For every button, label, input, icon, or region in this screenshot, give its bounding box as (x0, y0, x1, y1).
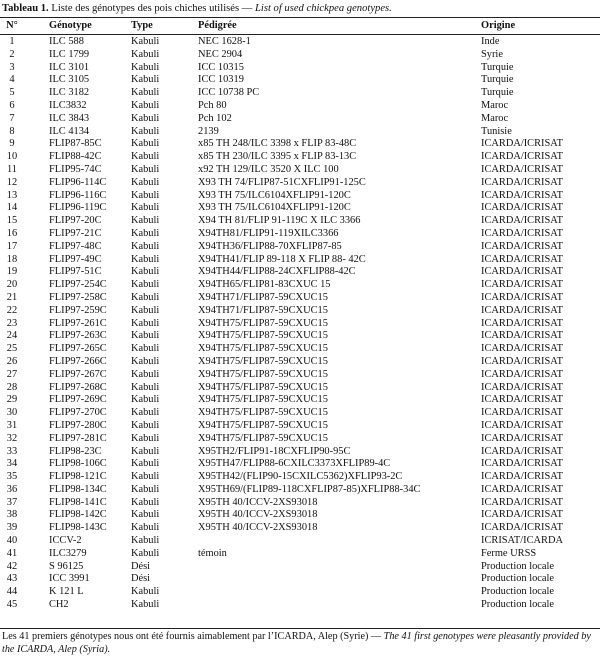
cell-pedigree (198, 599, 481, 612)
cell-genotype: FLIP97-280C (49, 419, 107, 431)
table-row (0, 433, 600, 446)
cell-genotype: FLIP97-258C (49, 291, 107, 303)
cell-type: Kabuli (131, 394, 160, 406)
caption-text-en: List of used chickpea genotypes. (254, 3, 392, 14)
cell-type: Kabuli (131, 317, 160, 329)
cell-genotype: ILC3832 (49, 99, 87, 111)
cell-pedigree: X93 TH 75/ILC6104XFLIP91-120C (198, 189, 351, 201)
cell-pedigree: X94TH36/FLIP88-70XFLIP87-85 (198, 240, 342, 252)
table-row (0, 292, 600, 305)
cell-number: 28 (6, 381, 18, 393)
cell-number: 19 (6, 266, 18, 278)
cell-type: Dési (131, 573, 151, 585)
cell-number: 37 (6, 496, 18, 508)
cell-type: Kabuli (131, 458, 160, 470)
table-row (0, 126, 600, 139)
cell-origin: ICARDA/ICRISAT (481, 394, 563, 406)
cell-number: 20 (6, 279, 18, 291)
cell-number: 14 (6, 202, 18, 214)
table-row (0, 356, 600, 369)
cell-origin: ICARDA/ICRISAT (481, 304, 563, 316)
cell-pedigree: NEC 2904 (198, 48, 243, 60)
cell-pedigree: X95TH47/FLIP88-6CXILC3373XFLIP89-4C (198, 458, 391, 470)
cell-genotype: FLIP96-119C (49, 202, 107, 214)
cell-pedigree: X94TH75/FLIP87-59CXUC15 (198, 394, 328, 406)
cell-pedigree: X95TH 40/ICCV-2XS93018 (198, 496, 318, 508)
cell-pedigree (198, 535, 481, 548)
table-row (0, 228, 600, 241)
cell-genotype: FLIP97-269C (49, 394, 107, 406)
table-row (0, 509, 600, 522)
top-rule (0, 17, 600, 18)
cell-genotype: ICCV-2 (49, 535, 82, 547)
cell-type: Kabuli (131, 112, 160, 124)
cell-origin: Turquie (481, 61, 514, 73)
cell-origin: ICARDA/ICRISAT (481, 176, 563, 188)
cell-number: 43 (6, 573, 18, 585)
cell-origin: ICARDA/ICRISAT (481, 458, 563, 470)
table-row (0, 369, 600, 382)
cell-origin: Turquie (481, 87, 514, 99)
cell-type: Kabuli (131, 87, 160, 99)
cell-type: Kabuli (131, 419, 160, 431)
cell-pedigree (198, 561, 481, 574)
table-row (0, 471, 600, 484)
cell-genotype: ICC 3991 (49, 573, 90, 585)
cell-genotype: FLIP98-142C (49, 509, 107, 521)
table-row (0, 394, 600, 407)
cell-type: Kabuli (131, 483, 160, 495)
cell-type: Kabuli (131, 125, 160, 137)
cell-origin: ICARDA/ICRISAT (481, 266, 563, 278)
cell-origin: ICARDA/ICRISAT (481, 471, 563, 483)
cell-type: Kabuli (131, 432, 160, 444)
cell-type: Kabuli (131, 381, 160, 393)
table-row (0, 382, 600, 395)
cell-number: 34 (6, 458, 18, 470)
cell-genotype: ILC 3101 (49, 61, 90, 73)
table-row (0, 586, 600, 599)
cell-type: Kabuli (131, 471, 160, 483)
cell-type: Kabuli (131, 586, 160, 598)
cell-origin: ICARDA/ICRISAT (481, 151, 563, 163)
cell-number: 30 (6, 407, 18, 419)
cell-genotype: FLIP96-114C (49, 176, 107, 188)
cell-pedigree (198, 586, 481, 599)
header-type: Type (131, 20, 153, 31)
cell-type: Kabuli (131, 215, 160, 227)
cell-type: Kabuli (131, 535, 160, 547)
cell-genotype: FLIP97-281C (49, 432, 107, 444)
cell-genotype: FLIP96-116C (49, 189, 107, 201)
cell-type: Kabuli (131, 151, 160, 163)
cell-origin: ICARDA/ICRISAT (481, 240, 563, 252)
cell-number: 8 (9, 125, 15, 137)
cell-origin: ICARDA/ICRISAT (481, 368, 563, 380)
table-row (0, 74, 600, 87)
table-row (0, 87, 600, 100)
cell-number: 13 (6, 189, 18, 201)
table-row (0, 138, 600, 151)
cell-type: Kabuli (131, 99, 160, 111)
table-row (0, 458, 600, 471)
cell-origin: ICARDA/ICRISAT (481, 227, 563, 239)
cell-genotype: FLIP97-263C (49, 330, 107, 342)
table-row (0, 548, 600, 561)
cell-origin: Production locale (481, 599, 555, 611)
cell-pedigree: 2139 (198, 125, 219, 137)
cell-origin: Production locale (481, 573, 555, 585)
cell-type: Kabuli (131, 368, 160, 380)
cell-genotype: FLIP97-261C (49, 317, 107, 329)
cell-genotype: FLIP98-121C (49, 471, 107, 483)
cell-pedigree: x85 TH 230/ILC 3395 x FLIP 83-13C (198, 151, 357, 163)
cell-type: Kabuli (131, 304, 160, 316)
cell-origin: ICARDA/ICRISAT (481, 483, 563, 495)
header-pedigree: Pédigrée (198, 20, 237, 31)
cell-number: 21 (6, 291, 18, 303)
cell-origin: ICARDA/ICRISAT (481, 343, 563, 355)
cell-type: Kabuli (131, 547, 160, 559)
cell-number: 38 (6, 509, 18, 521)
cell-number: 6 (9, 99, 15, 111)
cell-pedigree: NEC 1628-1 (198, 36, 251, 47)
table-row (0, 151, 600, 164)
cell-origin: ICARDA/ICRISAT (481, 419, 563, 431)
table-row (0, 599, 600, 612)
cell-pedigree: ICC 10738 PC (198, 87, 260, 99)
cell-genotype: FLIP95-74C (49, 163, 102, 175)
cell-pedigree: Pch 80 (198, 99, 227, 111)
table-header-row (0, 19, 600, 33)
cell-origin: ICARDA/ICRISAT (481, 279, 563, 291)
cell-origin: ICARDA/ICRISAT (481, 317, 563, 329)
table-row (0, 573, 600, 586)
cell-origin: ICARDA/ICRISAT (481, 330, 563, 342)
table-row (0, 522, 600, 535)
cell-pedigree: x92 TH 129/ILC 3520 X ILC 100 (198, 163, 339, 175)
cell-number: 16 (6, 227, 18, 239)
cell-pedigree: X94TH71/FLIP87-59CXUC15 (198, 304, 328, 316)
cell-pedigree: ICC 10315 (198, 61, 244, 73)
cell-pedigree: X94TH41/FLIP 89-118 X FLIP 88- 42C (198, 253, 366, 265)
cell-type: Kabuli (131, 202, 160, 214)
cell-number: 45 (6, 599, 18, 611)
cell-number: 2 (9, 48, 15, 60)
cell-origin: Inde (481, 36, 500, 47)
cell-type: Kabuli (131, 266, 160, 278)
cell-origin: ICARDA/ICRISAT (481, 432, 563, 444)
cell-origin: ICARDA/ICRISAT (481, 522, 563, 534)
cell-origin: Maroc (481, 112, 509, 124)
cell-number: 44 (6, 586, 18, 598)
table-row (0, 535, 600, 548)
table-row (0, 190, 600, 203)
cell-type: Kabuli (131, 176, 160, 188)
cell-type: Kabuli (131, 279, 160, 291)
cell-pedigree: x85 TH 248/ILC 3398 x FLIP 83-48C (198, 138, 357, 150)
cell-genotype: FLIP97-270C (49, 407, 107, 419)
cell-genotype: CH2 (49, 599, 69, 611)
table-row (0, 330, 600, 343)
cell-genotype: FLIP97-254C (49, 279, 107, 291)
cell-type: Kabuli (131, 61, 160, 73)
table-row (0, 318, 600, 331)
table-row (0, 446, 600, 459)
cell-genotype: ILC 3105 (49, 74, 90, 86)
cell-number: 10 (6, 151, 18, 163)
cell-type: Kabuli (131, 163, 160, 175)
cell-number: 9 (9, 138, 15, 150)
cell-origin: Production locale (481, 586, 555, 598)
cell-pedigree: X95TH 40/ICCV-2XS93018 (198, 509, 318, 521)
cell-origin: ICARDA/ICRISAT (481, 445, 563, 457)
cell-type: Kabuli (131, 496, 160, 508)
cell-number: 41 (6, 547, 18, 559)
cell-number: 24 (6, 330, 18, 342)
cell-genotype: ILC 3182 (49, 87, 90, 99)
table-row (0, 49, 600, 62)
cell-pedigree: X94TH75/FLIP87-59CXUC15 (198, 317, 328, 329)
cell-genotype: FLIP97-48C (49, 240, 102, 252)
cell-genotype: ILC3279 (49, 547, 87, 559)
cell-genotype: ILC 4134 (49, 125, 90, 137)
table-row (0, 202, 600, 215)
cell-type: Dési (131, 560, 151, 572)
cell-type: Kabuli (131, 407, 160, 419)
cell-number: 23 (6, 317, 18, 329)
cell-pedigree: X94TH65/FLIP81-83CXUC 15 (198, 279, 331, 291)
cell-genotype: FLIP97-51C (49, 266, 102, 278)
cell-genotype: ILC 588 (49, 36, 84, 47)
cell-origin: ICARDA/ICRISAT (481, 253, 563, 265)
cell-number: 15 (6, 215, 18, 227)
table-row (0, 254, 600, 267)
cell-genotype: S 96125 (49, 560, 84, 572)
table-row (0, 266, 600, 279)
cell-number: 26 (6, 355, 18, 367)
table-footnote (2, 631, 598, 657)
cell-type: Kabuli (131, 355, 160, 367)
cell-type: Kabuli (131, 74, 160, 86)
cell-origin: ICARDA/ICRISAT (481, 509, 563, 521)
cell-genotype: FLIP97-49C (49, 253, 102, 265)
cell-genotype: FLIP97-20C (49, 215, 102, 227)
cell-type: Kabuli (131, 291, 160, 303)
cell-type: Kabuli (131, 138, 160, 150)
cell-genotype: K 121 L (49, 586, 84, 598)
cell-number: 31 (6, 419, 18, 431)
cell-number: 40 (6, 535, 18, 547)
cell-genotype: FLIP98-141C (49, 496, 107, 508)
cell-type: Kabuli (131, 48, 160, 60)
cell-pedigree: X94TH75/FLIP87-59CXUC15 (198, 407, 328, 419)
cell-origin: Syrie (481, 48, 503, 60)
cell-genotype: ILC 1799 (49, 48, 90, 60)
cell-pedigree: X94TH44/FLIP88-24CXFLIP88-42C (198, 266, 356, 278)
cell-pedigree: X94TH75/FLIP87-59CXUC15 (198, 343, 328, 355)
cell-pedigree: ICC 10319 (198, 74, 244, 86)
cell-pedigree: X94 TH 81/FLIP 91-119C X ILC 3366 (198, 215, 361, 227)
cell-pedigree: X95TH 40/ICCV-2XS93018 (198, 522, 318, 534)
cell-number: 25 (6, 343, 18, 355)
cell-origin: ICARDA/ICRISAT (481, 496, 563, 508)
table-row (0, 100, 600, 113)
table-row (0, 407, 600, 420)
cell-number: 5 (9, 87, 15, 99)
cell-origin: ICARDA/ICRISAT (481, 189, 563, 201)
table-row (0, 62, 600, 75)
cell-origin: Maroc (481, 99, 509, 111)
cell-origin: ICARDA/ICRISAT (481, 407, 563, 419)
cell-pedigree: témoin (198, 547, 227, 559)
table-row (0, 497, 600, 510)
cell-origin: ICARDA/ICRISAT (481, 381, 563, 393)
cell-type: Kabuli (131, 343, 160, 355)
cell-pedigree: X95TH2/FLIP91-18CXFLIP90-95C (198, 445, 351, 457)
table-row (0, 241, 600, 254)
cell-genotype: FLIP97-21C (49, 227, 102, 239)
table-row (0, 305, 600, 318)
table-row (0, 343, 600, 356)
table-row (0, 561, 600, 574)
cell-origin: ICARDA/ICRISAT (481, 202, 563, 214)
cell-pedigree: X93 TH 75/ILC6104XFLIP91-120C (198, 202, 351, 214)
cell-type: Kabuli (131, 445, 160, 457)
cell-genotype: FLIP98-143C (49, 522, 107, 534)
cell-pedigree: Pch 102 (198, 112, 232, 124)
cell-origin: Ferme URSS (481, 547, 537, 559)
cell-origin: ICARDA/ICRISAT (481, 163, 563, 175)
footnote-text-fr: Les 41 premiers génotypes nous ont été fournis aimablement par l’ICARDA, Alep (Syrie) — (2, 631, 384, 642)
cell-number: 22 (6, 304, 18, 316)
cell-number: 42 (6, 560, 18, 572)
cell-type: Kabuli (131, 509, 160, 521)
header-number: N° (6, 20, 18, 31)
cell-number: 32 (6, 432, 18, 444)
cell-pedigree: X94TH75/FLIP87-59CXUC15 (198, 330, 328, 342)
table-row (0, 113, 600, 126)
cell-pedigree: X94TH75/FLIP87-59CXUC15 (198, 381, 328, 393)
cell-number: 18 (6, 253, 18, 265)
cell-origin: ICARDA/ICRISAT (481, 138, 563, 150)
cell-genotype: FLIP98-23C (49, 445, 102, 457)
cell-type: Kabuli (131, 330, 160, 342)
cell-origin: Turquie (481, 74, 514, 86)
cell-type: Kabuli (131, 240, 160, 252)
table-row (0, 420, 600, 433)
bottom-rule (0, 628, 600, 629)
cell-number: 11 (6, 163, 17, 175)
cell-origin: ICARDA/ICRISAT (481, 355, 563, 367)
table-body (0, 33, 600, 612)
table-caption (2, 2, 392, 15)
cell-genotype: FLIP97-266C (49, 355, 107, 367)
cell-pedigree: X94TH75/FLIP87-59CXUC15 (198, 355, 328, 367)
cell-pedigree: X94TH75/FLIP87-59CXUC15 (198, 368, 328, 380)
cell-genotype: ILC 3843 (49, 112, 90, 124)
cell-pedigree (198, 573, 481, 586)
cell-number: 33 (6, 445, 18, 457)
cell-number: 3 (9, 61, 15, 73)
cell-genotype: FLIP97-267C (49, 368, 107, 380)
cell-genotype: FLIP98-106C (49, 458, 107, 470)
cell-number: 1 (9, 36, 15, 47)
cell-genotype: FLIP97-265C (49, 343, 107, 355)
cell-genotype: FLIP98-134C (49, 483, 107, 495)
cell-number: 4 (9, 74, 15, 86)
cell-type: Kabuli (131, 189, 160, 201)
cell-genotype: FLIP88-42C (49, 151, 102, 163)
cell-genotype: FLIP97-268C (49, 381, 107, 393)
cell-type: Kabuli (131, 227, 160, 239)
cell-pedigree: X94TH81/FLIP91-119XILC3366 (198, 227, 339, 239)
cell-origin: ICARDA/ICRISAT (481, 215, 563, 227)
table-row (0, 177, 600, 190)
table-row (0, 215, 600, 228)
cell-genotype: FLIP97-259C (49, 304, 107, 316)
genotype-table (0, 19, 600, 612)
cell-type: Kabuli (131, 253, 160, 265)
cell-number: 36 (6, 483, 18, 495)
header-origin: Origine (481, 20, 516, 31)
cell-type: Kabuli (131, 599, 160, 611)
cell-pedigree: X94TH71/FLIP87-59CXUC15 (198, 291, 328, 303)
cell-pedigree: X93 TH 74/FLIP87-51CXFLIP91-125C (198, 176, 366, 188)
footnote-text-en: The 41 first genotypes were pleasantly provided by the ICARDA, Alep (Syria). (2, 631, 591, 655)
cell-origin: Tunisie (481, 125, 512, 137)
cell-number: 7 (9, 112, 15, 124)
cell-number: 29 (6, 394, 18, 406)
caption-text-fr: Liste des génotypes des pois chiches utilisés — (48, 3, 255, 14)
cell-number: 17 (6, 240, 18, 252)
table-row (0, 279, 600, 292)
cell-type: Kabuli (131, 522, 160, 534)
cell-number: 12 (6, 176, 18, 188)
cell-number: 27 (6, 368, 18, 380)
cell-origin: ICARDA/ICRISAT (481, 291, 563, 303)
caption-label: Tableau 1. (2, 3, 49, 14)
cell-pedigree: X94TH75/FLIP87-59CXUC15 (198, 419, 328, 431)
table-row (0, 33, 600, 49)
header-genotype: Génotype (49, 20, 92, 31)
table-row (0, 164, 600, 177)
cell-pedigree: X95TH69/(FLIP89-118CXFLIP87-85)XFLIP88-34C (198, 483, 421, 495)
cell-number: 39 (6, 522, 18, 534)
table-row (0, 484, 600, 497)
cell-number: 35 (6, 471, 18, 483)
cell-pedigree: X94TH75/FLIP87-59CXUC15 (198, 432, 328, 444)
cell-pedigree: X95TH42/(FLIP90-15CXILC5362)XFLIP93-2C (198, 471, 403, 483)
cell-genotype: FLIP87-85C (49, 138, 102, 150)
cell-origin: Production locale (481, 560, 555, 572)
cell-type: Kabuli (131, 36, 160, 47)
cell-origin: ICRISAT/ICARDA (481, 535, 563, 547)
